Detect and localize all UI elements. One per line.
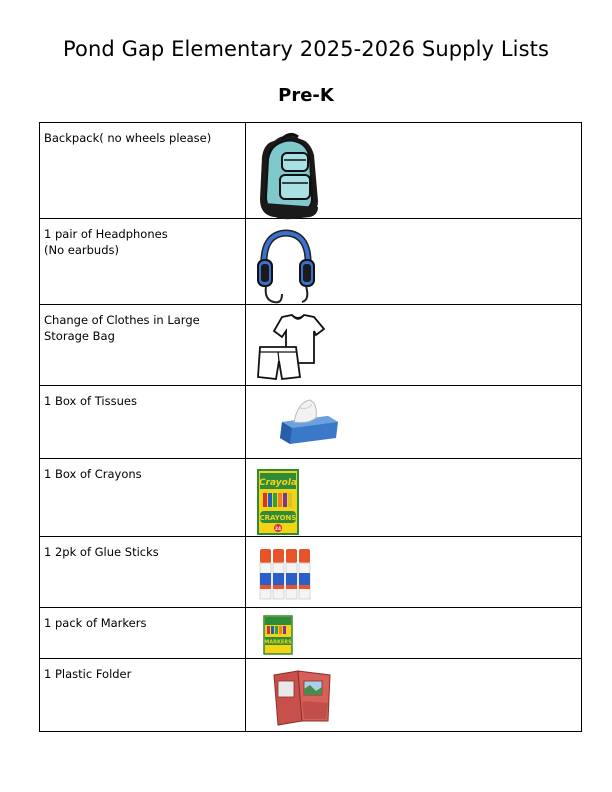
item-image-cell [246, 123, 582, 219]
glue-sticks-icon [252, 541, 322, 611]
markers-box-icon [254, 610, 304, 660]
item-image-cell [246, 386, 582, 459]
table-row [40, 608, 582, 659]
crayons-label-text: CRAYONS [259, 514, 297, 522]
headphones-icon [252, 224, 322, 308]
table-row [40, 219, 582, 305]
crayons-brand-text: Crayola [258, 478, 298, 488]
page-title: Pond Gap Elementary 2025-2026 Supply Lists [63, 37, 549, 61]
table-row [40, 459, 582, 537]
item-label: 1 2pk of Glue Sticks [40, 537, 246, 608]
backpack-icon [252, 129, 342, 223]
item-image-cell [246, 459, 582, 537]
markers-label-text: MARKERS [264, 639, 292, 646]
item-image-cell [246, 659, 582, 732]
item-label: Change of Clothes in Large Storage Bag [40, 305, 246, 386]
item-label: 1 pair of Headphones (No earbuds) [40, 219, 246, 305]
crayons-box-icon [252, 463, 312, 539]
item-image-cell [246, 537, 582, 608]
tissue-box-icon [260, 388, 350, 460]
table-row [40, 659, 582, 732]
crayons-count-text: 24 [274, 527, 282, 532]
table-row [40, 305, 582, 386]
folder-icon [258, 661, 348, 733]
clothes-icon [252, 309, 332, 389]
supply-table [39, 122, 582, 732]
item-image-cell [246, 608, 582, 659]
item-image-cell [246, 219, 582, 305]
table-row [40, 386, 582, 459]
table-row [40, 123, 582, 219]
item-image-cell [246, 305, 582, 386]
item-label: 1 Plastic Folder [40, 659, 246, 732]
item-label: 1 Box of Crayons [40, 459, 246, 537]
table-row [40, 537, 582, 608]
item-label: 1 pack of Markers [40, 608, 246, 659]
grade-heading: Pre-K [278, 85, 334, 106]
item-label: 1 Box of Tissues [40, 386, 246, 459]
item-label: Backpack( no wheels please) [40, 123, 246, 219]
